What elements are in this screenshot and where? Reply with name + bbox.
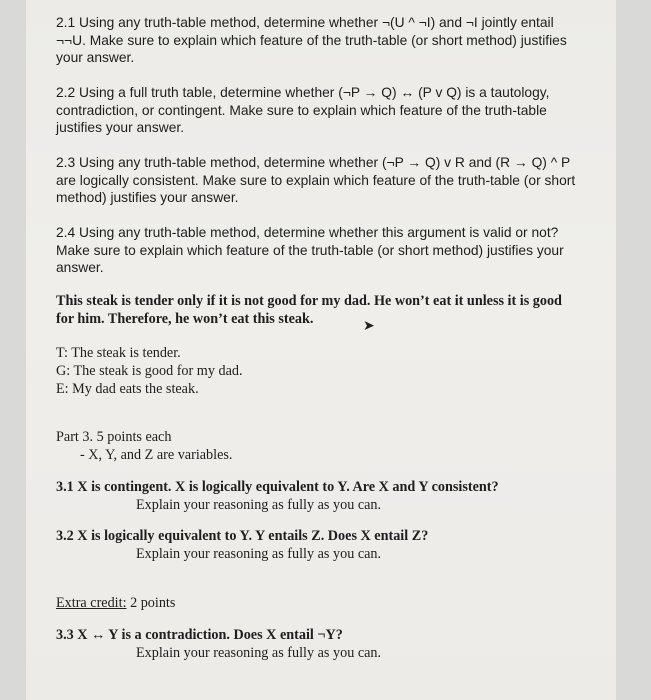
question-instruction: Explain your reasoning as fully as you can. — [136, 645, 382, 661]
question-instruction: Explain your reasoning as fully as you can. — [136, 497, 382, 513]
question-2-1 — [56, 14, 606, 67]
question-instruction: Explain your reasoning as fully as you can. — [136, 546, 382, 562]
mouse-cursor-icon: ➤ — [363, 319, 375, 334]
part-3-heading: Part 3. 5 points each — [56, 429, 172, 445]
question-2-2 — [56, 84, 606, 137]
question-line: 2.2 Using a full truth table, determine whether (¬P → Q) ↔ (P v Q) is a tautology, — [56, 85, 550, 100]
extra-credit — [56, 594, 606, 612]
key-line: G: The steak is good for my dad. — [56, 363, 243, 379]
key-line: E: My dad eats the steak. — [56, 381, 199, 397]
question-text: 3.1 X is contingent. X is logically equivalent to Y. Are X and Y consistent? — [56, 479, 499, 495]
question-line: contradiction, or contingent. Make sure to explain which feature of the truth-table — [56, 102, 547, 118]
question-line: Make sure to explain which feature of the truth-table (or short method) justifies your — [56, 242, 564, 258]
symbol-key — [56, 344, 606, 398]
question-text: 3.2 X is logically equivalent to Y. Y entails Z. Does X entail Z? — [56, 528, 429, 544]
question-line: 2.3 Using any truth-table method, determine whether (¬P → Q) v R and (R → Q) ^ P — [56, 155, 571, 170]
question-line: are logically consistent. Make sure to explain which feature of the truth-table (or short — [56, 172, 576, 188]
extra-credit-label: Extra credit: — [56, 595, 127, 611]
question-line: 2.4 Using any truth-table method, determine whether this argument is valid or not? — [56, 225, 559, 240]
question-3-3 — [56, 626, 606, 662]
question-line: method) justifies your answer. — [56, 190, 239, 206]
question-line: justifies your answer. — [56, 120, 185, 136]
key-line: T: The steak is tender. — [56, 345, 181, 361]
question-2-4 — [56, 224, 606, 277]
question-3-1 — [56, 478, 606, 514]
question-line: ¬¬U. Make sure to explain which feature of the truth-table (or short method) justifies — [56, 32, 567, 48]
question-line: your answer. — [56, 50, 135, 66]
extra-credit-points: 2 points — [126, 595, 176, 611]
argument-text — [56, 292, 606, 328]
argument-line: This steak is tender only if it is not good for my dad. He won’t eat it unless it is good — [56, 293, 562, 309]
question-2-3 — [56, 154, 606, 207]
part-3-header — [56, 428, 606, 464]
question-line: 2.1 Using any truth-table method, determine whether ¬(U ^ ¬I) and ¬I jointly entail — [56, 15, 554, 30]
question-line: answer. — [56, 260, 104, 276]
part-3-bullet: - X, Y, and Z are variables. — [80, 447, 233, 463]
question-text: 3.3 X ↔ Y is a contradiction. Does X entail ¬Y? — [56, 627, 343, 643]
argument-line: for him. Therefore, he won’t eat this steak. — [56, 311, 314, 327]
question-3-2 — [56, 527, 606, 563]
